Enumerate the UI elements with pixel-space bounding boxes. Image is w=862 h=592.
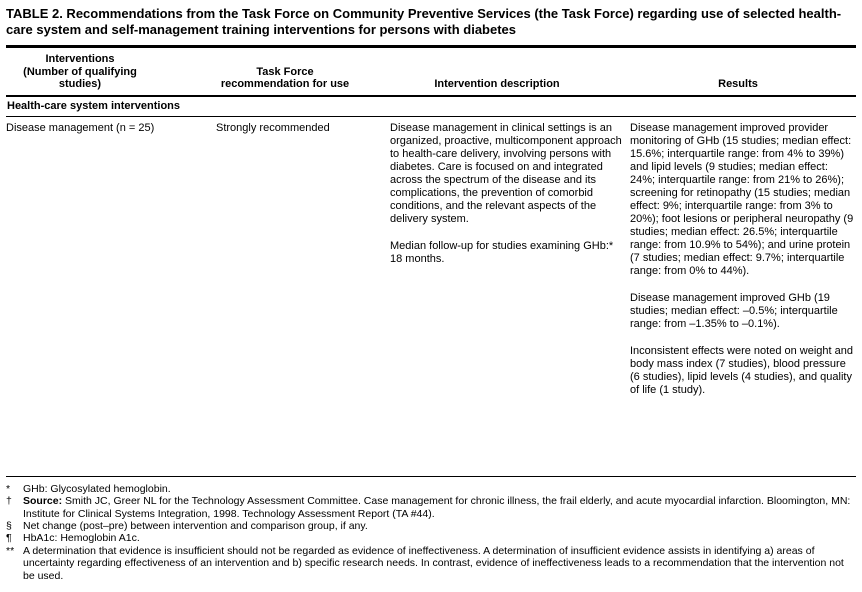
footnote-marker: * bbox=[6, 482, 11, 495]
footnote bbox=[6, 532, 856, 544]
footnote-text: HbA1c: Hemoglobin A1c. bbox=[23, 532, 140, 545]
footnote-text bbox=[23, 495, 856, 520]
footnote-body: Smith JC, Greer NL for the Technology Assessment Committee. Case management for chronic illness, the frail elderly, and acute myocardial infarction. Bloomington, MN: Institute for Clinical Systems Integration, 1998. Technology Assessment Report (TA #44). bbox=[23, 495, 851, 520]
column-header-interventions bbox=[6, 53, 214, 91]
footnote bbox=[6, 520, 856, 532]
column-header-line: Task Force bbox=[256, 65, 314, 78]
results-paragraph: Disease management improved provider monitoring of GHb (15 studies; median effect: 15.6%; interquartile range: from 4% to 39%) and lipid levels (9 studies; median effect: 24%; interquartile range: from 21% to 26%); screening for retinopathy (15 studies; median effect: 9%; interquartile range: from 3% to 20%); foot lesions or peripheral neuropathy (9 studies; median effect: 26.5%; interquartile range: from 10.9% to 54%); and urine protein (7 studies; median effect: 9.7%; interquartile range: from 0% to 44%). bbox=[630, 121, 854, 277]
description-paragraph: Median follow-up for studies examining GHb:* 18 months. bbox=[390, 239, 614, 265]
table-row bbox=[6, 117, 856, 397]
footnote bbox=[6, 545, 856, 582]
cell-intervention bbox=[6, 122, 214, 397]
footnote-marker: ¶ bbox=[6, 532, 12, 545]
cell-results bbox=[630, 122, 856, 397]
column-header-results: Results bbox=[718, 78, 758, 90]
footnote-lead: Source: bbox=[23, 495, 63, 508]
results-paragraph: Disease management improved GHb (19 studies; median effect: –0.5%; interquartile range: from –1.35% to –0.1%). bbox=[630, 291, 838, 330]
footnote bbox=[6, 483, 856, 495]
column-header-line: Interventions bbox=[45, 53, 115, 65]
results-paragraph: Inconsistent effects were noted on weight and body mass index (7 studies), blood pressure (6 studies), lipid levels (4 studies), and quality of life (1 study). bbox=[630, 344, 853, 396]
footnotes-section bbox=[6, 476, 856, 582]
column-header-description: Intervention description bbox=[434, 78, 560, 90]
table-header-row bbox=[6, 48, 856, 95]
footnote-marker: † bbox=[6, 495, 12, 508]
column-header-line: (Number of qualifying studies) bbox=[23, 65, 137, 90]
footnote-text: Net change (post–pre) between intervention and comparison group, if any. bbox=[23, 519, 368, 532]
description-paragraph: Disease management in clinical settings is an organized, proactive, multicomponent approach to health-care delivery, involving persons with diabetes. Care is focused on and integrated across the spectrum of the disease and its complications, the prevention of comorbid conditions, and the relevant aspects of the delivery system. bbox=[390, 121, 622, 225]
column-header-line: recommendation for use bbox=[220, 78, 350, 90]
footnote bbox=[6, 495, 856, 520]
column-header-recommendation bbox=[216, 66, 388, 91]
intervention-name: Disease management (n = 25) bbox=[6, 121, 155, 134]
footnote-marker: ** bbox=[6, 544, 15, 557]
section-header: Health-care system interventions bbox=[7, 99, 181, 112]
footnote-text: A determination that evidence is insufficient should not be regarded as evidence of ineffectiveness. A determination of insufficient evidence assists in identifying a) areas of uncertainty regarding effectiveness of an intervention and b) specific research needs. In contrast, evidence of ineffectiveness leads to a recommendation that the intervention not be used. bbox=[23, 544, 844, 582]
table-title: TABLE 2. Recommendations from the Task Force on Community Preventive Services (the Task Force) regarding use of selected health-care system and self-management training interventions for persons with diabetes bbox=[6, 6, 842, 37]
footnote-marker: § bbox=[6, 519, 12, 532]
cell-recommendation bbox=[216, 122, 388, 397]
recommendation-value: Strongly recommended bbox=[216, 121, 330, 134]
cell-description bbox=[390, 122, 628, 397]
footnote-text: GHb: Glycosylated hemoglobin. bbox=[23, 482, 171, 495]
